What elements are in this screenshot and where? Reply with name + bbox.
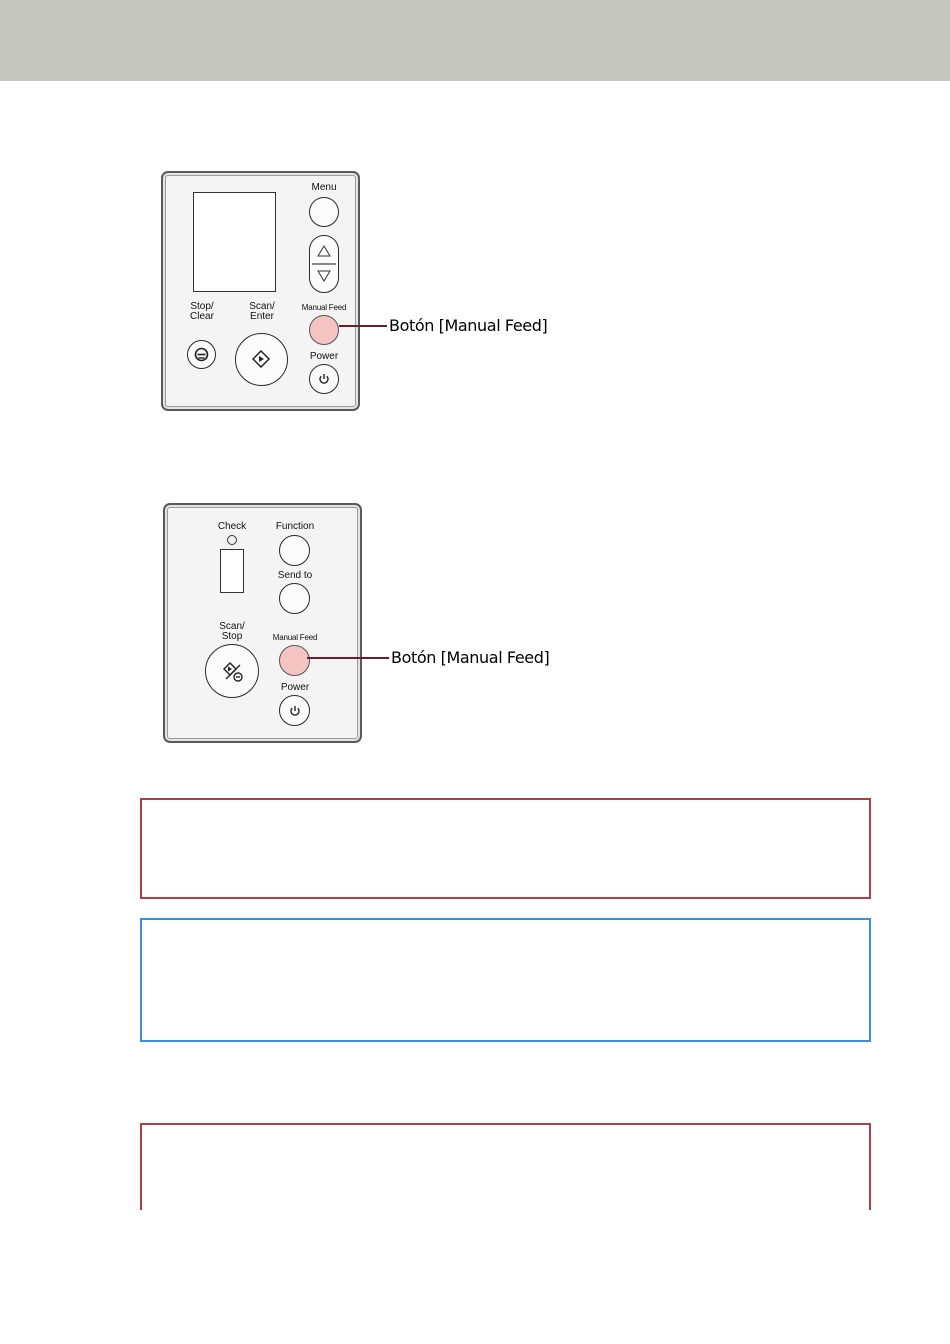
power-icon	[289, 705, 301, 717]
scan-enter-button[interactable]	[235, 333, 288, 386]
important-note-box-2	[140, 1123, 871, 1210]
power-label-2: Power	[280, 682, 310, 693]
manual-feed-callout-2: Botón [Manual Feed]	[391, 648, 550, 667]
manual-feed-label: Manual Feed	[301, 303, 347, 312]
hint-note-box	[140, 918, 871, 1042]
function-label: Function	[275, 521, 315, 532]
callout-line-2	[307, 657, 389, 659]
function-button[interactable]	[279, 535, 310, 566]
check-lamp	[227, 535, 237, 545]
arrow-down-icon	[317, 270, 331, 282]
scan-start-icon	[252, 350, 270, 368]
important-note-box	[140, 798, 871, 899]
function-number-display	[220, 549, 244, 593]
scan-stop-icon	[222, 661, 244, 683]
scan-stop-button[interactable]	[205, 644, 259, 698]
arrow-up-icon	[317, 245, 331, 257]
check-label: Check	[217, 521, 247, 532]
stop-clear-label: Stop/ Clear	[190, 301, 214, 322]
manual-feed-label-2: Manual Feed	[272, 633, 318, 642]
manual-feed-button-2[interactable]	[279, 645, 310, 676]
lcd-display	[193, 192, 276, 292]
power-label: Power	[309, 351, 339, 362]
power-button[interactable]	[309, 364, 339, 394]
menu-button[interactable]	[309, 197, 339, 227]
scan-stop-label: Scan/ Stop	[219, 621, 245, 642]
operator-panel-lcd	[161, 171, 360, 411]
manual-feed-callout-1: Botón [Manual Feed]	[389, 316, 548, 335]
callout-line-1	[339, 325, 387, 327]
send-to-button[interactable]	[279, 583, 310, 614]
arrow-rocker-button[interactable]	[309, 235, 339, 293]
stop-clear-icon	[194, 347, 209, 362]
header-bar	[0, 0, 950, 81]
power-icon	[318, 373, 330, 385]
power-button-2[interactable]	[279, 695, 310, 726]
stop-clear-button[interactable]	[187, 340, 216, 369]
manual-feed-button[interactable]	[309, 315, 339, 345]
send-to-label: Send to	[277, 570, 313, 581]
operator-panel-led	[163, 503, 362, 743]
scan-enter-label: Scan/ Enter	[249, 301, 275, 322]
menu-label: Menu	[311, 182, 337, 193]
rocker-divider	[312, 263, 336, 265]
